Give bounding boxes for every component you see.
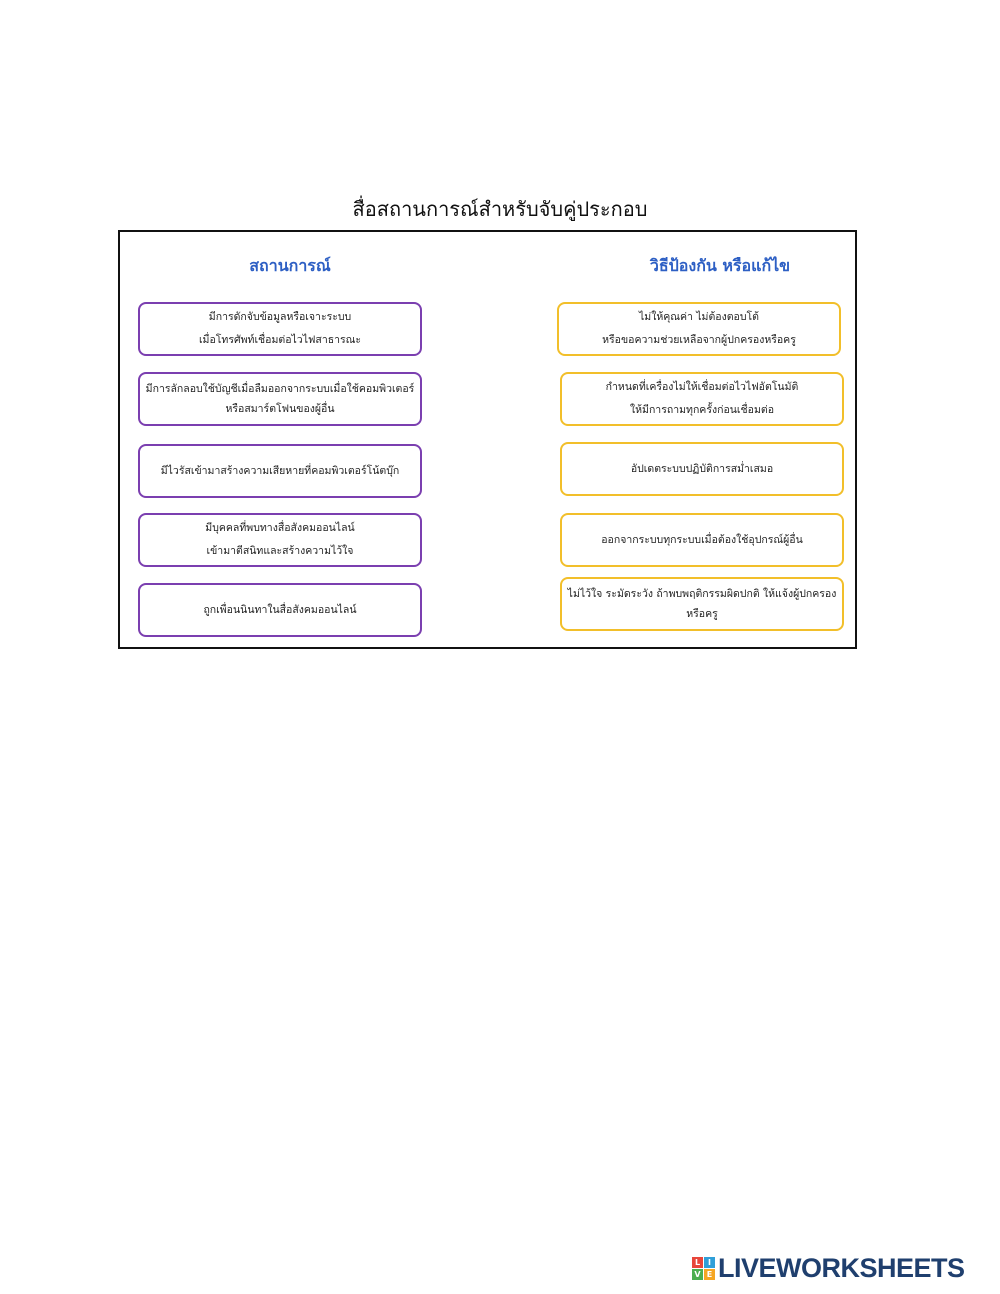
card-line: หรือขอความช่วยเหลือจากผู้ปกครองหรือครู bbox=[602, 334, 796, 346]
card-line: เข้ามาตีสนิทและสร้างความไว้ใจ bbox=[206, 545, 354, 557]
card-line: อัปเดตระบบปฏิบัติการสม่ำเสมอ bbox=[630, 462, 774, 475]
situation-card-3[interactable] bbox=[138, 444, 422, 498]
card-line: ถูกเพื่อนนินทาในสื่อสังคมออนไลน์ bbox=[203, 603, 357, 616]
situation-card-1[interactable] bbox=[138, 302, 422, 356]
card-line: มีการดักจับข้อมูลหรือเจาะระบบ bbox=[208, 311, 352, 323]
page-title: สื่อสถานการณ์สำหรับจับคู่ประกอบ bbox=[352, 197, 648, 222]
matching-frame bbox=[118, 230, 857, 649]
situation-heading: สถานการณ์ bbox=[249, 256, 331, 275]
solution-card-2[interactable] bbox=[560, 372, 844, 426]
solution-card-4[interactable] bbox=[560, 513, 844, 567]
card-line: ไม่ไว้ใจ ระมัดระวัง ถ้าพบพฤติกรรมผิดปกติ ให้แจ้งผู้ปกครอง bbox=[567, 588, 837, 600]
live-grid-icon bbox=[692, 1257, 715, 1280]
situation-card-5[interactable] bbox=[138, 583, 422, 637]
card-line: ออกจากระบบทุกระบบเมื่อต้องใช้อุปกรณ์ผู้อื่น bbox=[601, 533, 803, 546]
brand-icon-letter: V bbox=[692, 1269, 703, 1280]
solution-card-3[interactable] bbox=[560, 442, 844, 496]
solution-card-1[interactable] bbox=[557, 302, 841, 356]
solution-card-5[interactable] bbox=[560, 577, 844, 631]
card-line: มีบุคคลที่พบทางสื่อสังคมออนไลน์ bbox=[205, 522, 355, 534]
brand-icon-letter: E bbox=[704, 1269, 715, 1280]
card-line: มีการลักลอบใช้บัญชีเมื่อลืมออกจากระบบเมื่อใช้คอมพิวเตอร์ bbox=[145, 383, 415, 395]
card-line: ให้มีการถามทุกครั้งก่อนเชื่อมต่อ bbox=[629, 404, 775, 416]
card-line: หรือครู bbox=[686, 608, 718, 620]
liveworksheets-logo bbox=[692, 1252, 965, 1284]
brand-icon-letter: L bbox=[692, 1257, 703, 1268]
card-line: ไม่ให้คุณค่า ไม่ต้องตอบโต้ bbox=[639, 311, 759, 323]
card-line: มีไวรัสเข้ามาสร้างความเสียหายที่คอมพิวเตอร์โน้ตบุ๊ก bbox=[160, 464, 400, 477]
solution-heading: วิธีป้องกัน หรือแก้ไข bbox=[649, 256, 791, 275]
situation-card-2[interactable] bbox=[138, 372, 422, 426]
card-line: กำหนดที่เครื่องไม่ให้เชื่อมต่อไวไฟอัตโนมัติ bbox=[605, 381, 799, 393]
situation-card-4[interactable] bbox=[138, 513, 422, 567]
card-line: เมื่อโทรศัพท์เชื่อมต่อไวไฟสาธารณะ bbox=[198, 334, 362, 346]
brand-icon-letter: I bbox=[704, 1257, 715, 1268]
brand-text: LIVEWORKSHEETS bbox=[718, 1252, 965, 1283]
card-line: หรือสมาร์ตโฟนของผู้อื่น bbox=[225, 403, 335, 415]
